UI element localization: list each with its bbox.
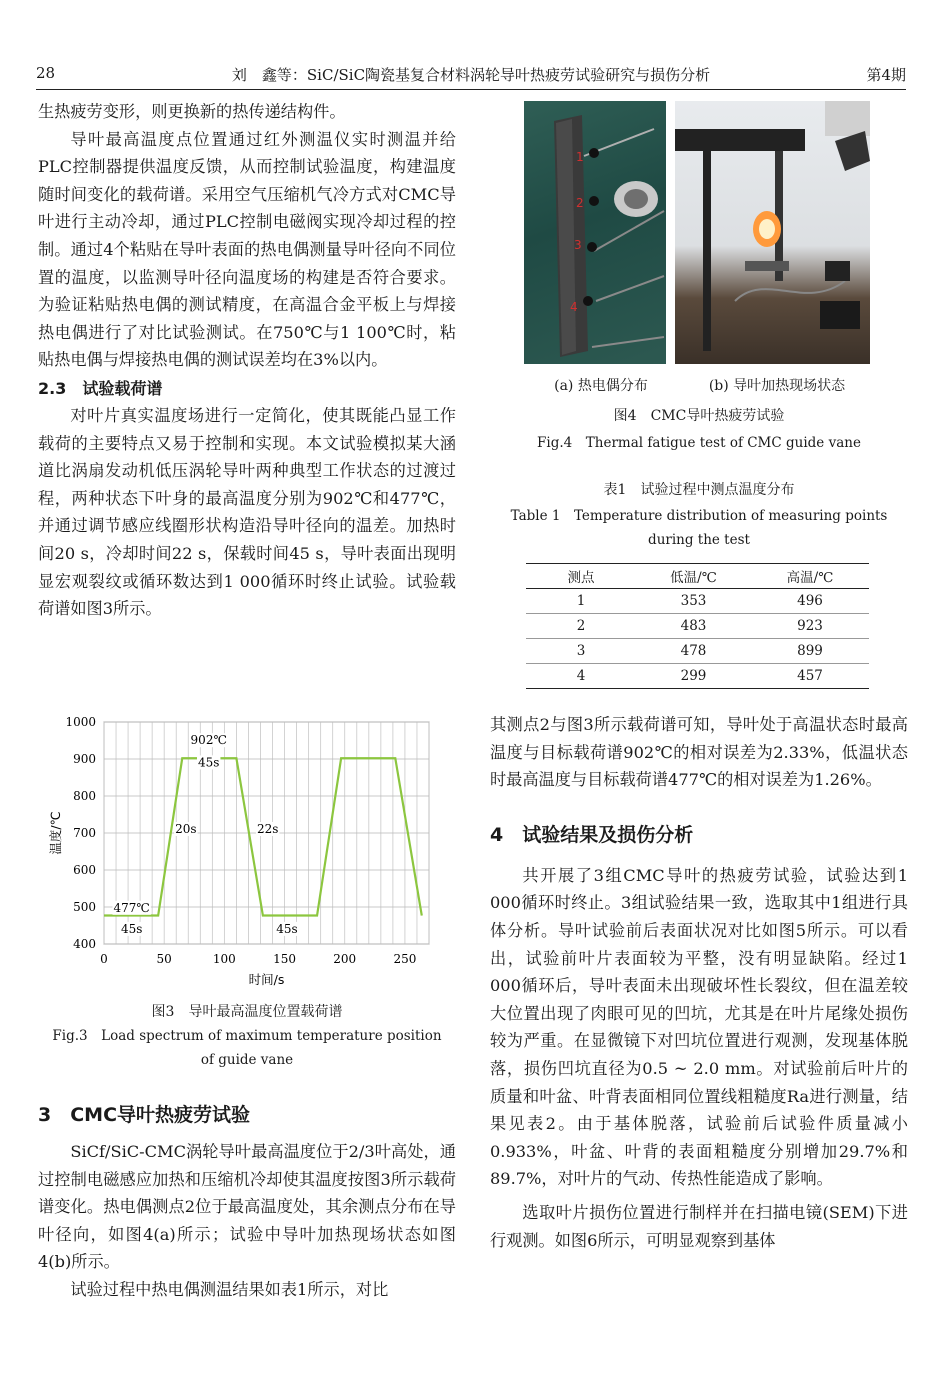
probe-label: 4 (570, 300, 578, 314)
page-number: 28 (36, 64, 56, 82)
issue-number: 第4期 (866, 66, 906, 84)
table-header-cell: 低温/℃ (636, 564, 751, 589)
x-axis-label: 时间/s (248, 972, 285, 987)
chart-annotation: 22s (256, 822, 279, 836)
load-spectrum-chart (40, 712, 440, 997)
figure-caption-en: of guide vane (200, 1052, 294, 1068)
table-cell: 299 (636, 664, 751, 689)
chart-annotation: 20s (175, 822, 197, 836)
y-tick-label: 400 (73, 937, 96, 951)
y-tick-label: 700 (73, 826, 96, 840)
figure-caption-en: Fig.3 Load spectrum of maximum temperature position (52, 1028, 442, 1044)
section-heading-4: 4 试验结果及损伤分析 (490, 823, 694, 846)
paragraph: 生热疲劳变形，则更换新的热传递结构件。 (38, 102, 346, 121)
table-cell: 483 (636, 614, 751, 639)
table-row (526, 614, 869, 639)
chart-annotation: 45s (276, 921, 298, 936)
figure-caption-en: Fig.4 Thermal fatigue test of CMC guide vane (537, 435, 861, 451)
running-title: 刘 鑫等：SiC/SiC陶瓷基复合材料涡轮导叶热疲劳试验研究与损伤分析 (231, 66, 711, 84)
table-1 (526, 563, 869, 689)
left-column-text (38, 98, 456, 623)
table-row (526, 664, 869, 689)
table-cell: 2 (526, 614, 636, 639)
table-row (526, 639, 869, 664)
fig4-caption (490, 404, 908, 455)
y-tick-label: 900 (73, 752, 96, 766)
probe-label: 3 (574, 238, 582, 252)
subfigure-label-a: (a) 热电偶分布 (554, 378, 648, 394)
y-tick-label: 1000 (65, 715, 96, 729)
y-axis-label: 温度/℃ (48, 811, 63, 855)
table-cell: 457 (751, 664, 869, 689)
table-cell: 496 (751, 589, 869, 614)
table-header-row (526, 564, 869, 589)
paragraph: 试验过程中热电偶测温结果如表1所示，对比 (70, 1279, 389, 1299)
x-tick-label: 150 (273, 952, 297, 966)
paragraph: 其测点2与图3所示载荷谱可知，导叶处于高温状态时最高温度与目标载荷谱902℃的相对误差为2.33%，低温状态时最高温度与目标载荷谱477℃的相对误差为1.26%。 (490, 715, 908, 790)
table-caption-cn: 表1 试验过程中测点温度分布 (603, 482, 795, 498)
x-tick-label: 50 (156, 952, 172, 966)
header-rule (36, 89, 906, 90)
table-cell: 1 (526, 589, 636, 614)
table-cell: 4 (526, 664, 636, 689)
table1-caption (490, 478, 908, 552)
y-tick-label: 600 (73, 863, 96, 877)
figure-caption-cn: 图4 CMC导叶热疲劳试验 (613, 408, 785, 424)
table-cell: 353 (636, 589, 751, 614)
right-column-text (490, 711, 908, 1254)
table-cell: 478 (636, 639, 751, 664)
table-caption-en: during the test (648, 532, 750, 548)
paragraph: 选取叶片损伤位置进行制样并在扫描电镜(SEM)下进行观测。如图6所示，可明显观察到基体 (490, 1202, 908, 1250)
y-tick-label: 800 (73, 789, 96, 803)
table-cell: 3 (526, 639, 636, 664)
x-tick-label: 250 (393, 952, 417, 966)
fig3-caption (38, 1000, 456, 1072)
paragraph: 共开展了3组CMC导叶的热疲劳试验，试验达到1 000循环时终止。3组试验结果一致，选取其中1组进行具体分析。导叶试验前后表面状况对比如图5所示。可以看出，试验前叶片表面较为平整，没有明显缺陷。经过1 000循环后，导叶表面未出现破坏性长裂纹，但在温差较大位置出现了肉眼可见的凹坑，尤其是在叶片尾缘处损伤较为严重。在显微镜下对凹坑位置进行观测，发现基体脱落，损伤凹坑直径为0.5 ~ 2.0 mm。对试验前后叶片的质量和叶盆、叶背表面相同位置线粗糙度Ra进行测量，结果见表2。由于基体脱落，试验前后试验件质量减小0.933%，叶盆、叶背的表面粗糙度分别增加29.7%和89.7%，对叶片的气动、传热性能造成了影响。 (490, 865, 908, 1189)
paragraph: 对叶片真实温度场进行一定简化，使其既能凸显工作载荷的主要特点又易于控制和实现。本文试验模拟某大涵道比涡扇发动机低压涡轮导叶两种典型工作状态的过渡过程，两种状态下叶身的最高温度分别为902℃和477℃，并通过调节感应线圈形状构造沿导叶径向的温差。加热时间20 s，冷却时间22 s，保载时间45 s，导叶表面出现明显宏观裂纹或循环数达到1 000循环时终止试验。试验载荷谱如图3所示。 (38, 405, 456, 619)
photo-thermocouple-distribution (524, 101, 666, 364)
table-cell: 923 (751, 614, 869, 639)
table-row (526, 589, 869, 614)
probe-label: 2 (576, 196, 584, 210)
y-tick-label: 500 (73, 900, 96, 914)
figure-caption-cn: 图3 导叶最高温度位置载荷谱 (151, 1004, 343, 1020)
x-tick-label: 200 (333, 952, 357, 966)
probe-label: 1 (576, 150, 584, 164)
subfigure-label-b: (b) 导叶加热现场状态 (708, 378, 846, 394)
table-caption-en: Table 1 Temperature distribution of measuring points (510, 508, 888, 524)
x-tick-label: 0 (100, 952, 108, 966)
table-header-cell: 高温/℃ (751, 564, 869, 589)
paragraph: SiCf/SiC-CMC涡轮导叶最高温度位于2/3叶高处，通过控制电磁感应加热和压缩机冷却使其温度按图3所示载荷谱变化。热电偶测点2位于最高温度处，其余测点分布在导叶径向，如图4(a)所示；试验中导叶加热现场状态如图4(b)所示。 (38, 1142, 456, 1272)
running-header (36, 62, 906, 88)
x-tick-label: 100 (212, 952, 236, 966)
section-heading-2-3: 2.3 试验载荷谱 (38, 378, 163, 398)
chart-annotation: 45s (198, 755, 220, 770)
left-column-lower (38, 1100, 456, 1304)
table-cell: 899 (751, 639, 869, 664)
photo-heating-site (675, 101, 870, 364)
table-header-cell: 测点 (526, 564, 636, 589)
section-heading-3: 3 CMC导叶热疲劳试验 (38, 1104, 251, 1126)
chart-annotation: 45s (120, 921, 143, 936)
chart-annotation: 902℃ (190, 733, 227, 748)
paragraph: 导叶最高温度点位置通过红外测温仪实时测温并给PLC控制器提供温度反馈，从而控制试验温度，构建温度随时间变化的载荷谱。采用空气压缩机气冷方式对CMC导叶进行主动冷却，通过PLC控制电磁阀实现冷却过程的控制。通过4个粘贴在导叶表面的热电偶测量导叶径向不同位置的温度，以监测导叶径向温度场的构建是否符合要求。为验证粘贴热电偶的测试精度，在高温合金平板上与焊接热电偶进行了对比试验测试。在750℃与1 100℃时，粘贴热电偶与焊接热电偶的测试误差均在3%以内。 (38, 129, 456, 370)
chart-annotation: 477℃ (113, 900, 150, 915)
